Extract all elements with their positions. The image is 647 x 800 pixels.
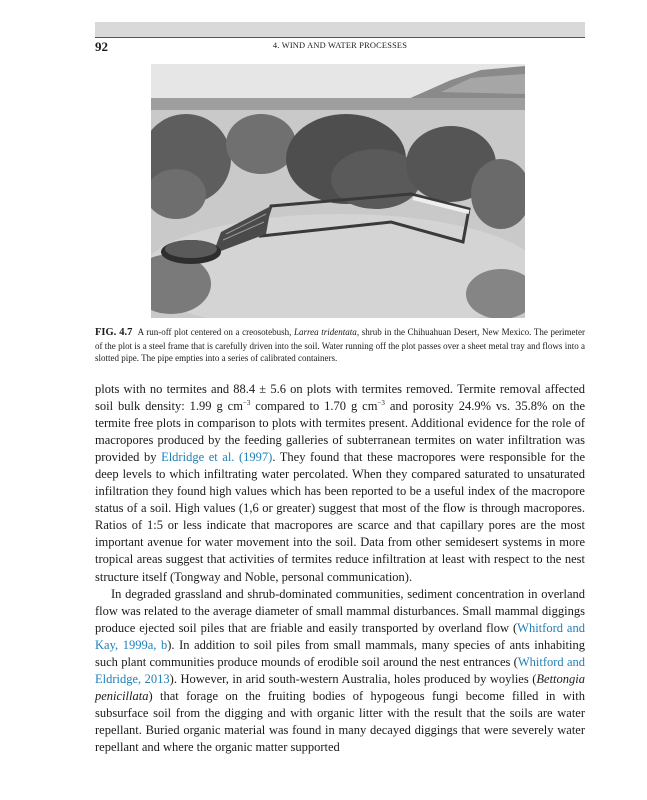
p2-text-c: ). However, in arid south-western Australia, holes produced by woylies ( (169, 671, 537, 686)
figure-label: FIG. 4.7 (95, 327, 133, 338)
p1-text-b: compared to 1.70 g cm (250, 399, 378, 414)
citation-link-eldridge[interactable]: Eldridge et al. (1997) (161, 450, 273, 465)
figure-photo (151, 64, 525, 318)
citation-link-whitford-eldridge[interactable]: Whitford and Eldridge, 2013 (95, 654, 585, 686)
p2-species: Bettongia penicillata (95, 671, 585, 703)
paragraph-1 (95, 381, 585, 586)
paragraph-2 (95, 586, 585, 756)
header-band (95, 22, 585, 37)
p1-text-d: . They found that these macropores were responsible for the deep levels to which infiltrating water percolated. When they compared saturated to unsaturated infiltration they found high values which has been reported to be a useful index of the macropore status of a soil. High values (1,6 or greater) suggest that most of the flow is through macropores. Ratios of 1:5 or less indicate that macropores are scarce and that capillary pores are the most important avenue for water movement into the soil. Data from other semidesert systems in more tropical areas suggest that activities of termites reduce infiltration at least with respect to the nest structure itself (Tongway and Noble, personal communication). (95, 450, 585, 584)
caption-text-cont: , shrub in the Chihuahuan Desert, New Mexico. The perimeter of the plot is a steel frame that is carefully driven into the soil. Water running off the plot passes over a sheet metal tray and flows into a slotted pipe. The pipe empties into a series of calibrated containers. (95, 327, 585, 364)
p2-text-a: In degraded grassland and shrub-dominated communities, sediment concentration in overland flow was related to the average diameter of small mammal disturbances. Small mammal diggings produce ejected soil piles that are friable and easily transported by overland flow ( (95, 586, 585, 635)
caption-text: A run-off plot centered on a creosotebush, (137, 327, 294, 337)
p1-superscript-2: −3 (377, 398, 385, 407)
p1-text-a: plots with no termites and 88.4 ± 5.6 on plots with termites removed. Termite removal affected soil bulk density: 1.99 g cm (95, 382, 585, 414)
p1-superscript-1: −3 (242, 398, 251, 407)
citation-link-whitford-kay[interactable]: Whitford and Kay, 1999a, b (95, 620, 585, 652)
page-number: 92 (95, 39, 108, 54)
body-text (95, 381, 585, 756)
p2-text-b: ). In addition to soil piles from small mammals, many species of ants inhabiting such plant communities produce mounds of erodible soil around the nest entrances ( (95, 637, 585, 669)
header-rule (95, 37, 585, 38)
figure-caption (95, 326, 585, 365)
caption-species: Larrea tridentata (294, 327, 357, 337)
running-head: 4. WIND AND WATER PROCESSES (272, 41, 408, 50)
p1-text-c: and porosity 24.9% vs. 35.8% on the termite free plots in comparison to plots with termites present. Additional evidence for the role of macropores produced by the feeding galleries of subterranean termites on water infiltration was provided by (95, 399, 586, 465)
p2-text-d: ) that forage on the fruiting bodies of hypogeous fungi become filled in with subsurface soil from the digging and with organic litter with the result that the soils are water repellant. Buried organic material was found in many decayed diggings that were severely water repellant and where the organic matter supported (95, 688, 585, 754)
